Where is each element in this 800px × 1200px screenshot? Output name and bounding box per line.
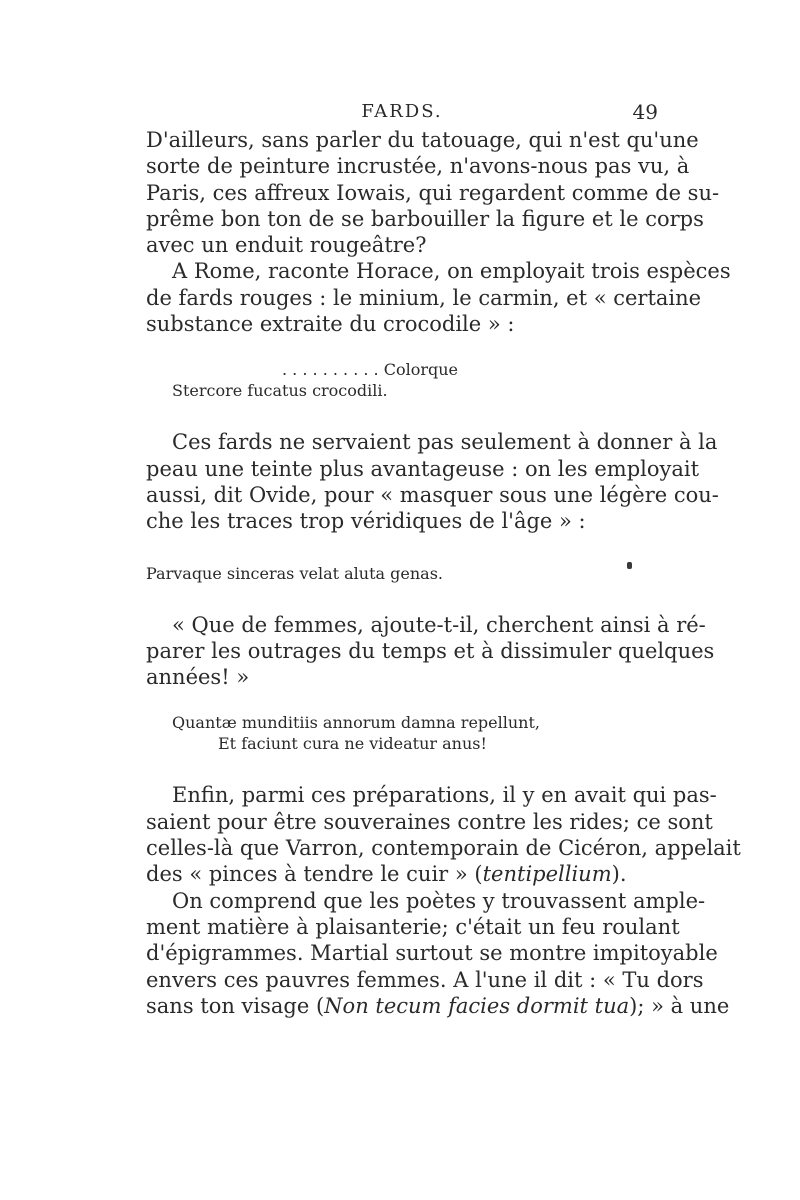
latin-quote-line: Stercore fucatus crocodili. bbox=[172, 381, 388, 401]
latin-quote-line: Et faciunt cura ne videatur anus! bbox=[218, 734, 487, 754]
spacer bbox=[146, 690, 658, 712]
latin-quote-line: Parvaque sinceras velat aluta genas. bbox=[146, 563, 444, 583]
paragraph-3-line: Ces fards ne servaient pas seulement à donner à la bbox=[172, 430, 718, 455]
running-head bbox=[146, 98, 658, 126]
latin-quote-line: . . . . . . . . . . Colorque bbox=[282, 360, 459, 380]
latin-quote-line: Quantæ munditiis annorum damna repellunt, bbox=[172, 713, 540, 733]
paragraph-1-line: sorte de peinture incrustée, n'avons-nous pas vu, à bbox=[146, 154, 690, 179]
paragraph-5-line: Enfin, parmi ces préparations, il y en avait qui pas- bbox=[172, 783, 717, 808]
paragraph-5-line: celles-là que Varron, contemporain de Cicéron, appelait bbox=[146, 836, 741, 861]
spacer bbox=[146, 754, 658, 782]
paragraph-2-line: de fards rouges : le minium, le carmin, et « certaine bbox=[146, 285, 702, 310]
text-run: des « pinces à tendre le cuir » ( bbox=[146, 862, 483, 887]
paragraph-4-line: « Que de femmes, ajoute-t-il, cherchent ainsi à ré- bbox=[172, 612, 706, 637]
body-text bbox=[146, 127, 741, 1019]
paragraph-6-line: envers ces pauvres femmes. A l'une il dit : « Tu dors bbox=[146, 967, 704, 992]
paragraph-6-line: ment matière à plaisanterie; c'était un feu roulant bbox=[146, 914, 680, 939]
paragraph-4-line: parer les outrages du temps et à dissimuler quelques bbox=[146, 638, 715, 663]
paragraph-6-line: d'épigrammes. Martial surtout se montre impitoyable bbox=[146, 941, 718, 966]
paragraph-1-line: prême bon ton de se barbouiller la figure et le corps bbox=[146, 206, 704, 231]
paragraph-5-line: saient pour être souveraines contre les rides; ce sont bbox=[146, 809, 713, 834]
text-run: ). bbox=[611, 862, 627, 887]
italic-term: tentipellium bbox=[482, 862, 612, 887]
spacer bbox=[146, 401, 658, 429]
paragraph-1-line: D'ailleurs, sans parler du tatouage, qui n'est qu'une bbox=[146, 128, 699, 152]
paragraph-3-line: che les traces trop véridiques de l'âge » : bbox=[146, 509, 586, 534]
paragraph-5-line bbox=[146, 861, 658, 887]
paragraph-2-line: substance extraite du crocodile » : bbox=[146, 312, 515, 337]
spacer bbox=[146, 337, 658, 359]
paragraph-2-line: A Rome, raconte Horace, on employait trois espèces bbox=[172, 259, 731, 284]
paragraph-4-line: années! » bbox=[146, 665, 250, 690]
paragraph-6-line bbox=[146, 993, 730, 1019]
text-run: sans ton visage ( bbox=[146, 993, 325, 1018]
page-number: 49 bbox=[632, 100, 658, 124]
italic-quote: Non tecum facies dormit tua bbox=[324, 993, 630, 1018]
paragraph-3-line: aussi, dit Ovide, pour « masquer sous une légère cou- bbox=[146, 482, 719, 507]
paragraph-6-line: On comprend que les poètes y trouvassent ample- bbox=[172, 888, 706, 913]
spacer bbox=[146, 584, 658, 612]
spacer bbox=[146, 535, 658, 563]
text-run: ); » à une bbox=[629, 993, 730, 1018]
paragraph-1-line: avec un enduit rougeâtre? bbox=[146, 233, 427, 258]
running-title: FARDS. bbox=[361, 101, 443, 122]
paragraph-1-line: Paris, ces affreux Iowais, qui regardent comme de su- bbox=[146, 180, 720, 205]
paragraph-3-line: peau une teinte plus avantageuse : on les employait bbox=[146, 456, 700, 481]
